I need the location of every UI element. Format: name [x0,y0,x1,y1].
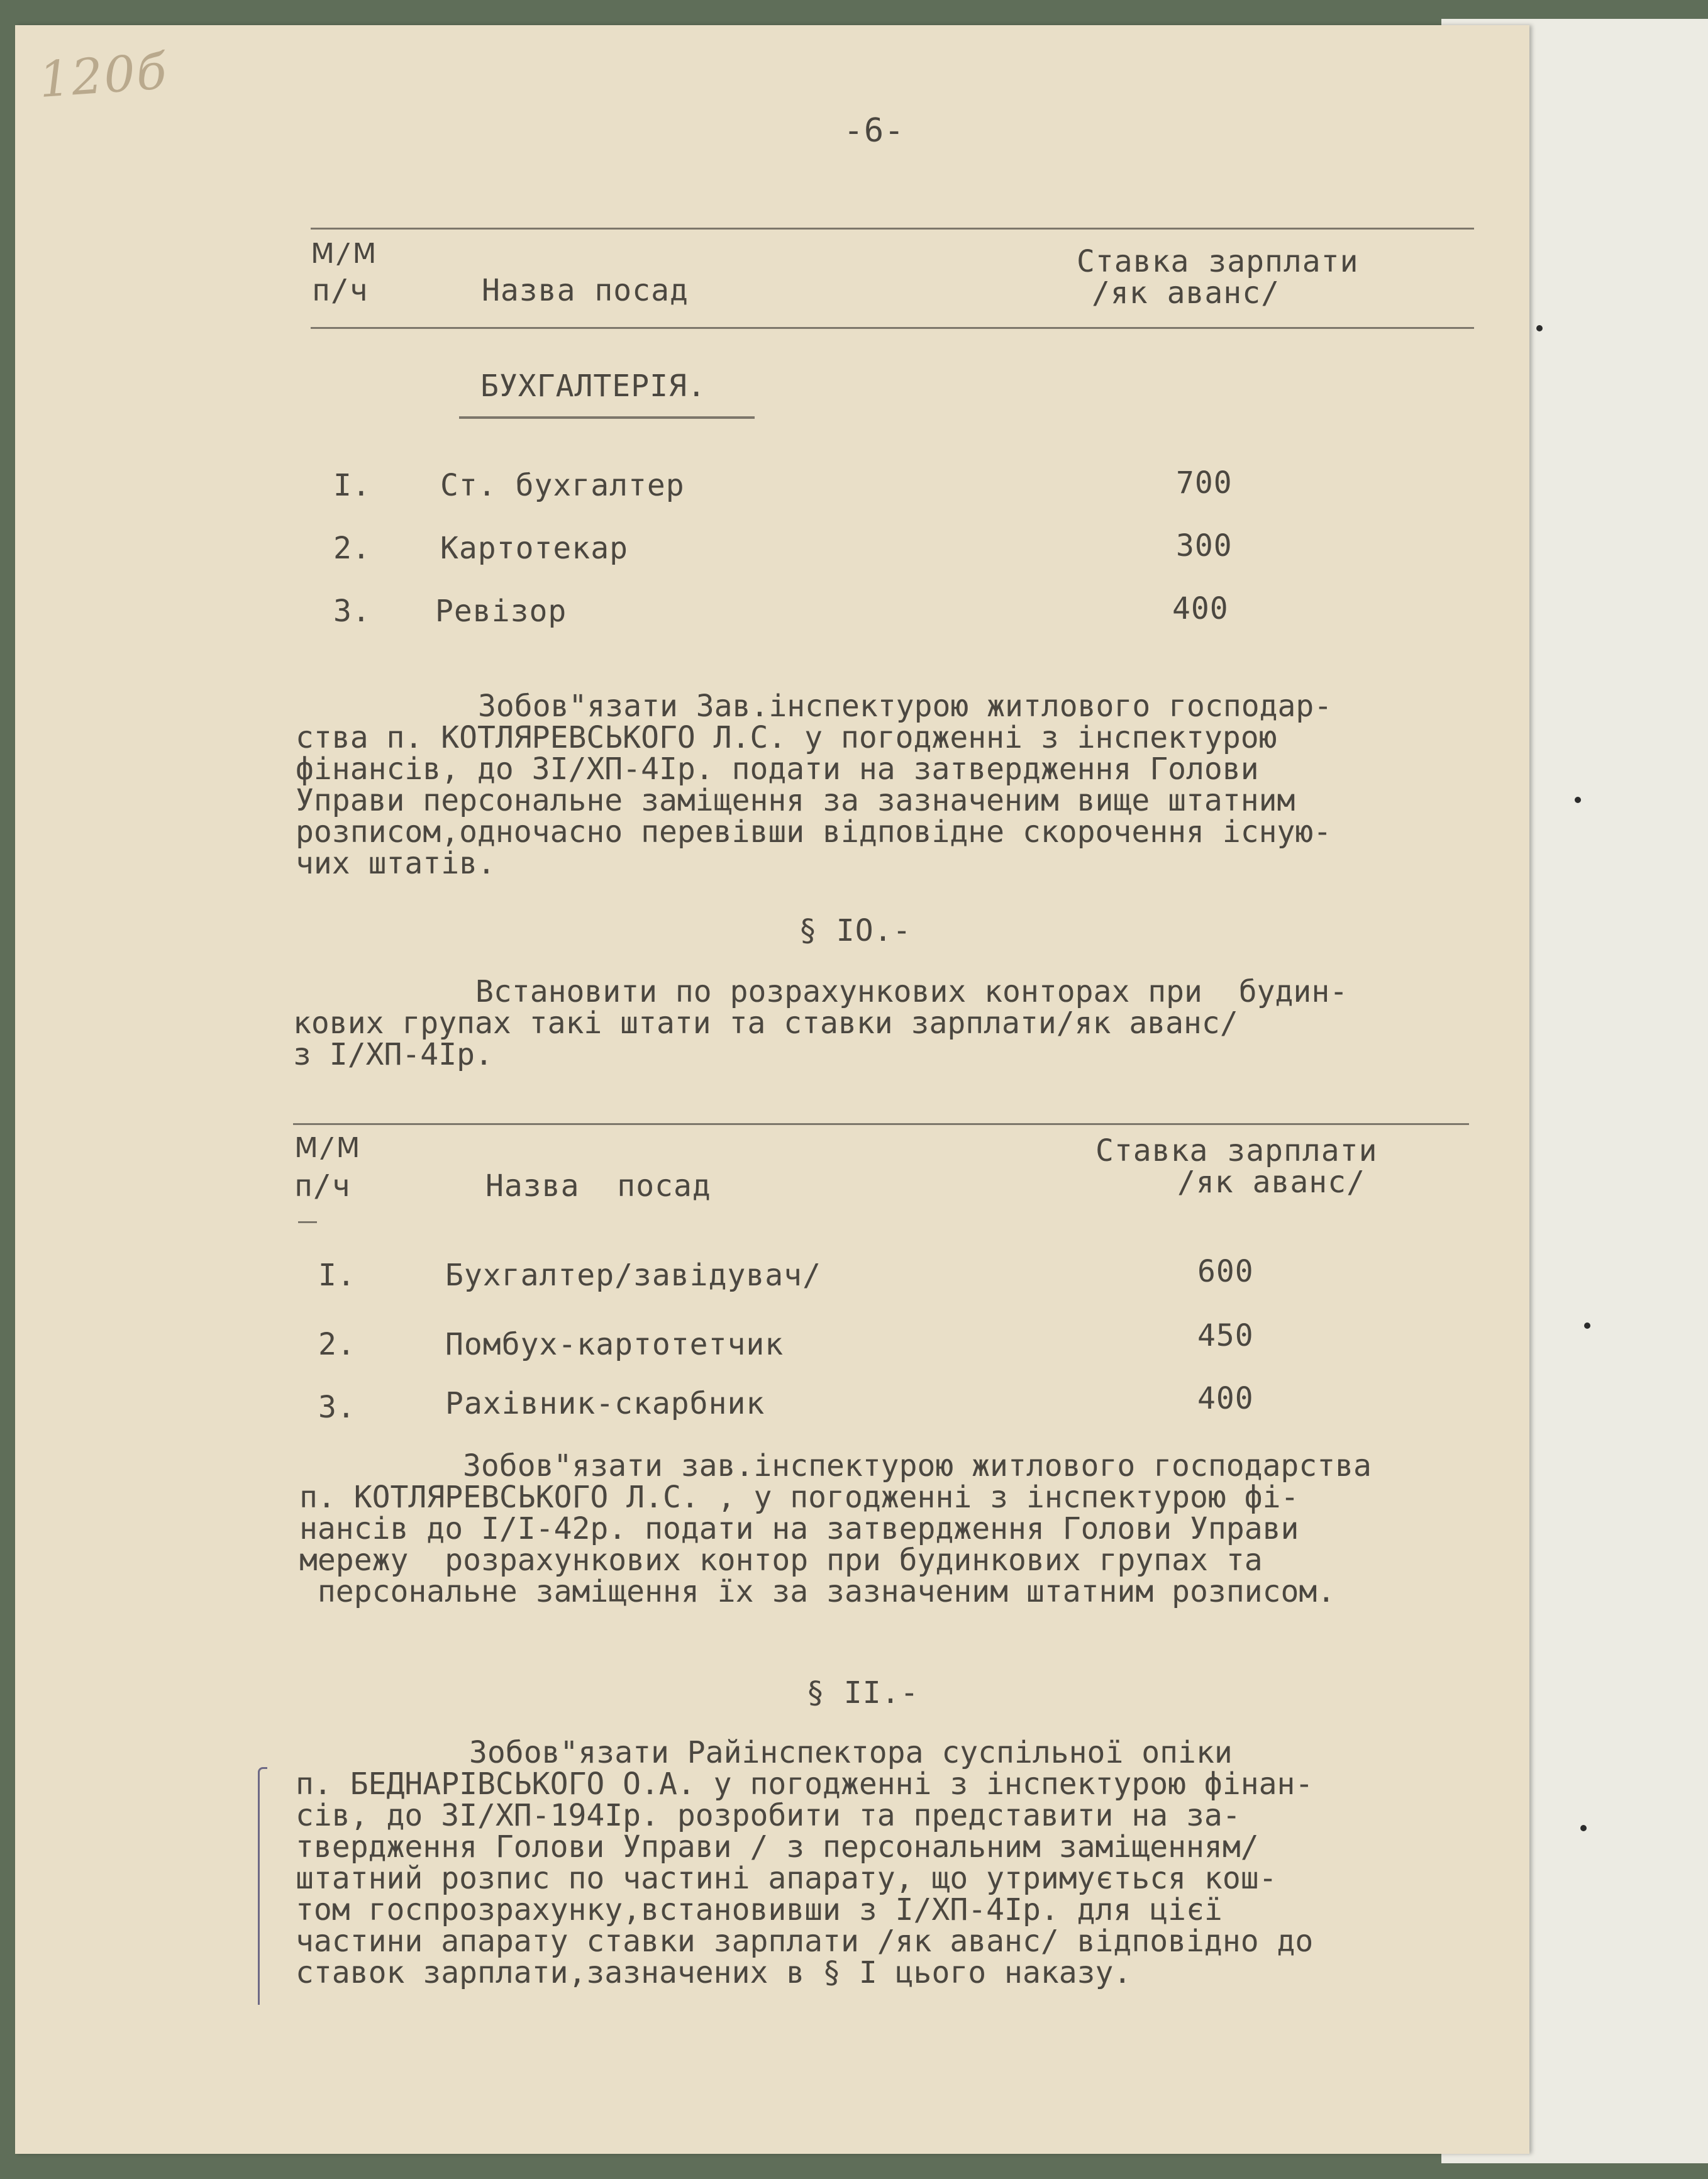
paragraph-line: кових групах такі штати та ставки зарплати/як аванс/ [293,1006,1238,1041]
binder-hole [1584,1322,1590,1329]
table1-header-name: Назва посад [482,273,689,308]
table1-row-position: Ревізор [435,594,567,629]
section-title-accounting: БУХГАЛТЕРІЯ. [480,369,706,404]
margin-bracket-mark [258,1767,267,2005]
table1-row-rate: 300 [1176,528,1233,563]
paragraph-line: сів, до 3I/ХП-194Iр. розробити та представити на за- [296,1798,1241,1833]
table1-row-rate: 400 [1172,591,1229,626]
section-heading-10: § IO.- [799,913,912,948]
paragraph-line: Управи персональне заміщення за зазначеним вище штатним [296,783,1295,818]
table2-row-rate: 600 [1197,1254,1254,1289]
page-number: -6- [843,112,905,150]
paragraph-line: персональне заміщення їх за зазначеним штатним розписом. [299,1574,1336,1609]
table1-header-rate-note: /як аванс/ [1092,275,1280,311]
table2-row-rate: 450 [1197,1318,1254,1353]
handwritten-folio-number: 120б [37,43,170,109]
paragraph-line: ства п. КОТЛЯРЕВСЬКОГО Л.С. у погодженні з інспектурою [296,720,1277,755]
table1-row-rate: 700 [1176,465,1233,501]
table1-row-number: 3. [333,594,371,629]
table1-row-position: Ст. бухгалтер [440,468,685,503]
table1-top-rule [311,228,1474,230]
table2-row-number: 3. [318,1390,356,1425]
paragraph-line: Встановити по розрахункових конторах при будин- [475,974,1348,1009]
table2-row-number: I. [318,1258,356,1293]
binder-hole [1580,1825,1587,1831]
table1-row-position: Картотекар [440,531,628,566]
table1-row-number: I. [333,468,371,503]
table2-header-number-top: Ⅿ/Ⅿ [294,1132,361,1164]
table2-row-rate: 400 [1197,1381,1254,1416]
table2-header-rate: Ставка зарплати [1095,1133,1378,1168]
table2-row-position: Бухгалтер/завідувач/ [445,1258,821,1293]
table1-header-rule [311,327,1474,329]
table1-row-number: 2. [333,531,371,566]
paragraph-order-2 [293,976,1348,1070]
table2-header-rule [298,1221,317,1223]
table2-header-name: Назва посад [485,1168,711,1204]
paragraph-line: Зобов"язати Райінспектора суспільної опіки [469,1735,1233,1770]
paragraph-order-1 [296,690,1332,879]
paragraph-line: розписом,одночасно перевівши відповідне скорочення існую- [296,814,1332,850]
table2-top-rule [293,1123,1469,1125]
paragraph-order-3 [299,1450,1372,1607]
paragraph-line: ставок зарплати,зазначених в § I цього наказу. [296,1955,1132,1990]
paragraph-line: нансів до I/I-42р. подати на затвердження Голови Управи [299,1511,1299,1546]
table2-header-number-bottom: п/ч [294,1168,351,1204]
table2-row-number: 2. [318,1327,356,1362]
table1-header-number-bottom: п/ч [312,273,369,308]
paragraph-line: мережу розрахункових контор при будинкових групах та [299,1543,1263,1578]
paragraph-line: штатний розпис по частині апарату, що утримується кош- [296,1861,1277,1896]
paragraph-line: том госпрозрахунку,встановивши з I/ХП-4Iр. для цієї [296,1892,1223,1927]
paragraph-line: твердження Голови Управи / з персональним заміщенням/ [296,1829,1259,1865]
section-title-underline [459,416,755,419]
table1-header-rate: Ставка зарплати [1077,244,1359,279]
table1-header-number-top: Ⅿ/Ⅿ [311,238,377,270]
paragraph-line: фінансів, до 3I/ХП-4Iр. подати на затвердження Голови [296,751,1259,787]
paragraph-line: п. КОТЛЯРЕВСЬКОГО Л.С. , у погодженні з інспектурою фі- [299,1480,1299,1515]
table2-row-position: Рахівник-скарбник [445,1386,765,1421]
binder-hole [1536,325,1543,331]
table2-header-rate-note: /як аванс/ [1177,1165,1365,1200]
binder-hole [1575,797,1581,803]
paragraph-line: з I/ХП-4Iр. [293,1037,493,1072]
paragraph-line: чих штатів. [296,846,496,881]
paragraph-order-4 [296,1737,1313,1988]
paragraph-line: Зобов"язати Зав.інспектурою житлового господар- [478,689,1333,724]
table2-row-position: Помбух-картотетчик [445,1327,784,1362]
paragraph-line: частини апарату ставки зарплати /як аванс/ відповідно до [296,1924,1314,1959]
paragraph-line: п. БЕДНАРІВСЬКОГО О.А. у погодженні з інспектурою фінан- [296,1766,1314,1802]
section-heading-11: § II.- [806,1675,919,1710]
paragraph-line: Зобов"язати зав.інспектурою житлового господарства [463,1448,1372,1483]
